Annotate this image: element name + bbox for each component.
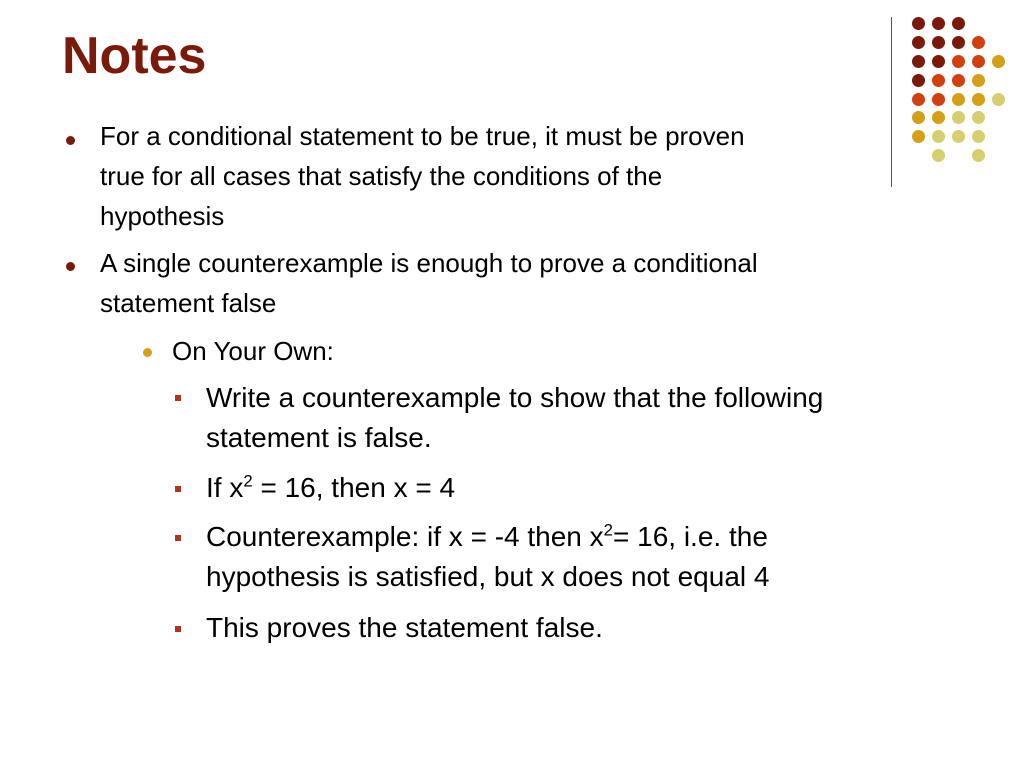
decorative-dot (932, 17, 945, 30)
decorative-dot (912, 74, 925, 87)
square-bullet-icon (175, 395, 181, 401)
decorative-dot (912, 55, 925, 68)
decorative-dot (952, 74, 965, 87)
bullet-line: Write a counterexample to show that the following (206, 382, 824, 413)
sub-sub-bullet-item (206, 378, 996, 458)
decorative-dot (932, 55, 945, 68)
sub-sub-bullet-item: This proves the statement false. (206, 612, 603, 643)
decorative-dot (932, 93, 945, 106)
decorative-dot (952, 17, 965, 30)
bullet-dot-icon (66, 262, 75, 271)
bullet-line: statement false (100, 288, 277, 318)
decorative-dot (972, 74, 985, 87)
bullet-dot-icon (66, 136, 75, 145)
bullet-line: For a conditional statement to be true, it must be proven (100, 121, 745, 151)
equation-suffix: = 16, then x = 4 (252, 472, 456, 503)
square-bullet-icon (175, 626, 181, 632)
decorative-dot (972, 93, 985, 106)
bullet-item (100, 243, 930, 323)
sub-bullet-item: On Your Own: (172, 336, 334, 366)
decorative-dot (932, 130, 945, 143)
decorative-dot (972, 149, 985, 162)
decorative-dot (932, 111, 945, 124)
sub-bullet-dot-icon (143, 348, 152, 357)
decorative-dot (912, 93, 925, 106)
decorative-dot (992, 93, 1005, 106)
counterexample-prefix: Counterexample: if x = -4 then x (206, 521, 604, 552)
decorative-dot (952, 36, 965, 49)
decorative-dot (912, 17, 925, 30)
bullet-line (206, 517, 996, 557)
bullet-line: A single counterexample is enough to prove a conditional (100, 248, 758, 278)
exponent: 2 (603, 520, 613, 540)
sub-sub-bullet-item (206, 468, 996, 508)
decorative-dot (952, 93, 965, 106)
decorative-dot (972, 55, 985, 68)
decorative-dot (952, 130, 965, 143)
decorative-dot (952, 55, 965, 68)
square-bullet-icon (175, 486, 181, 492)
counterexample-suffix: = 16, i.e. the (613, 521, 768, 552)
decorative-dot (932, 74, 945, 87)
bullet-item (100, 116, 930, 236)
exponent: 2 (243, 471, 253, 491)
square-bullet-icon (175, 535, 181, 541)
decorative-dot (992, 55, 1005, 68)
bullet-line: true for all cases that satisfy the conditions of the (100, 161, 663, 191)
decorative-dot (932, 149, 945, 162)
bullet-line: hypothesis (100, 201, 225, 231)
decorative-dot (932, 36, 945, 49)
decorative-dot (972, 130, 985, 143)
slide-title: Notes (62, 27, 207, 85)
equation-prefix: If x (206, 472, 244, 503)
bullet-line: statement is false. (206, 422, 432, 453)
decorative-dot (952, 111, 965, 124)
decorative-dot (972, 36, 985, 49)
decorative-dot (972, 111, 985, 124)
decorative-dot (912, 36, 925, 49)
bullet-line: hypothesis is satisfied, but x does not equal 4 (206, 561, 770, 592)
sub-sub-bullet-item (206, 517, 996, 597)
